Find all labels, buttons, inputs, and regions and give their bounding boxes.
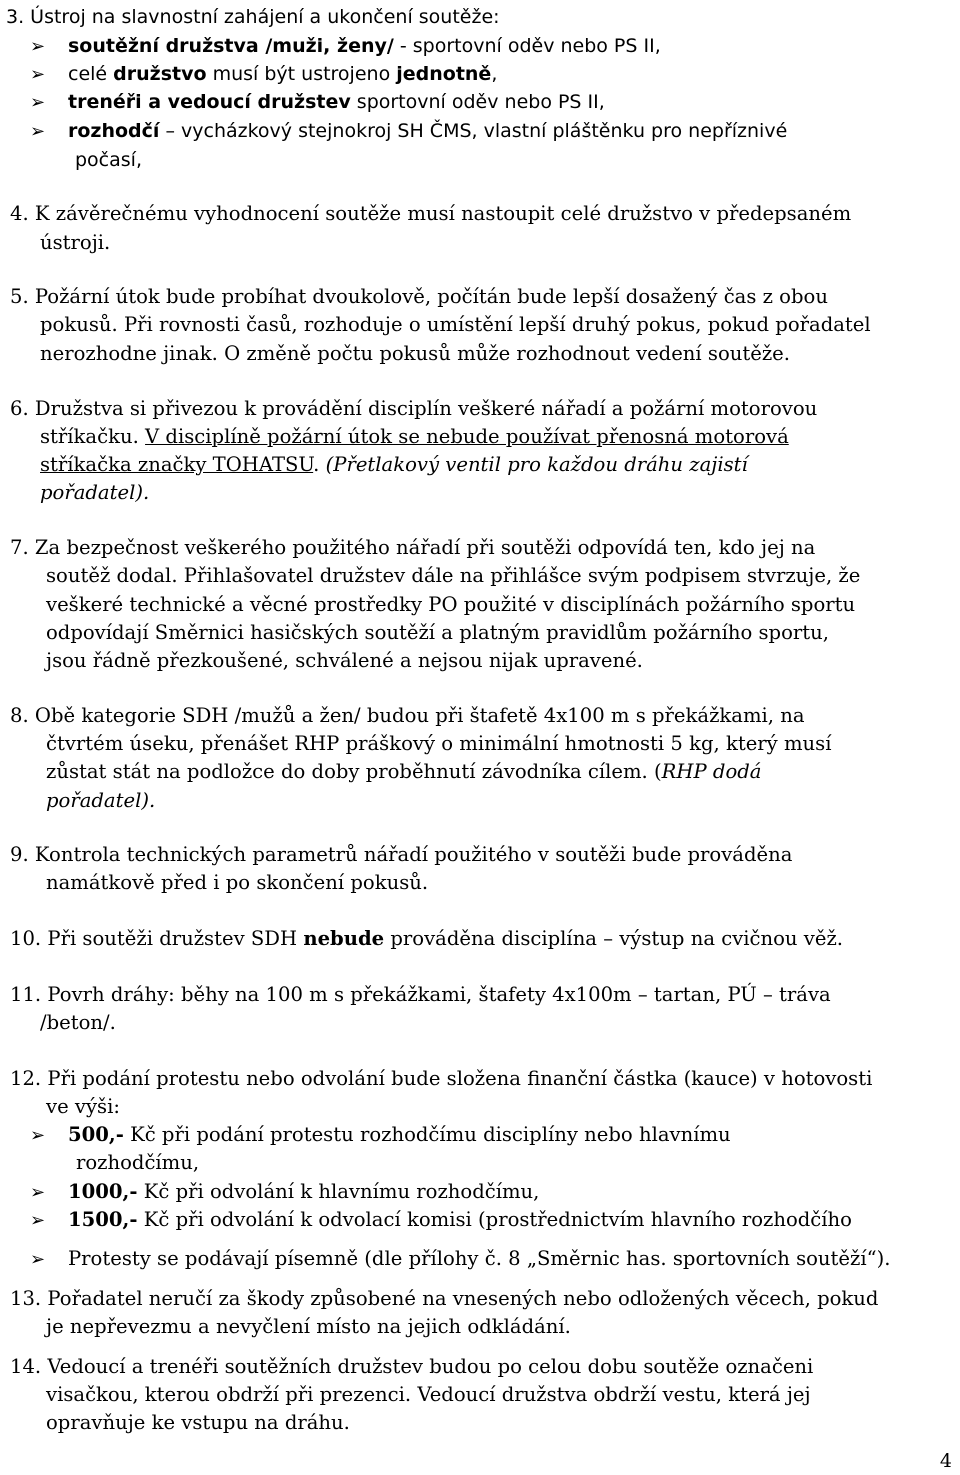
item-3-bullet-1: ➢ soutěžní družstva /muži, ženy/ - sportovní oděv nebo PS II, <box>30 31 661 62</box>
item-8-line-2: čtvrtém úseku, přenášet RHP práškový o minimální hmotnosti 5 kg, který musí <box>46 732 832 755</box>
item-8-line-4: pořadatel). <box>46 789 156 812</box>
item-8-line-3: zůstat stát na podložce do doby proběhnutí závodníka cílem. (RHP dodá <box>46 760 762 783</box>
item-6-line-2: stříkačku. V disciplíně požární útok se nebude používat přenosná motorová <box>40 425 789 448</box>
arrow-bullet-icon: ➢ <box>30 1249 46 1270</box>
item-6-line-4: pořadatel). <box>40 481 150 504</box>
item-3-bullet-2: ➢ celé družstvo musí být ustrojeno jednotně, <box>30 59 497 90</box>
item-9-line-2: namátkově před i po skončení pokusů. <box>46 871 429 894</box>
item-11-line-1: 11. Povrh dráhy: běhy na 100 m s překážkami, štafety 4x100m – tartan, PÚ – tráva <box>10 983 831 1006</box>
item-8-line-1: 8. Obě kategorie SDH /mužů a žen/ budou při štafetě 4x100 m s překážkami, na <box>10 704 805 727</box>
item-3-bullet-3: ➢ trenéři a vedoucí družstev sportovní oděv nebo PS II, <box>30 87 605 118</box>
item-14-line-3: opravňuje ke vstupu na dráhu. <box>46 1411 350 1434</box>
item-7-line-3: veškeré technické a věcné prostředky PO použité v disciplínách požárního sportu <box>46 593 856 616</box>
item-7-line-5: jsou řádně přezkoušené, schválené a nejsou nijak upravené. <box>46 649 643 672</box>
item-12-line-1: 12. Při podání protestu nebo odvolání bude složena finanční částka (kauce) v hotovosti <box>10 1067 873 1090</box>
item-3-bullet-4: ➢ rozhodčí – vycházkový stejnokroj SH ČMS, vlastní pláštěnku pro nepříznivé <box>30 116 787 147</box>
item-13-line-1: 13. Pořadatel neručí za škody způsobené na vnesených nebo odložených věcech, pokud <box>10 1287 879 1310</box>
item-4-line-1: 4. K závěrečnému vyhodnocení soutěže musí nastoupit celé družstvo v předepsaném <box>10 202 852 225</box>
page-number: 4 <box>939 1450 952 1472</box>
arrow-bullet-icon: ➢ <box>30 1182 46 1203</box>
item-5-line-2: pokusů. Při rovnosti časů, rozhoduje o umístění lepší druhý pokus, pokud pořadatel <box>40 313 871 336</box>
arrow-bullet-icon: ➢ <box>30 1210 46 1231</box>
item-4-line-2: ústroji. <box>40 231 111 254</box>
item-6-line-1: 6. Družstva si přivezou k provádění disciplín veškeré nářadí a požární motorovou <box>10 397 818 420</box>
item-12-line-2: ve výši: <box>46 1095 120 1118</box>
item-14-line-1: 14. Vedoucí a trenéři soutěžních družstev budou po celou dobu soutěže označeni <box>10 1355 814 1378</box>
arrow-bullet-icon: ➢ <box>30 92 46 113</box>
item-13-line-2: je nepřevezmu a nevyčlení místo na jejich odkládání. <box>46 1315 571 1338</box>
item-7-line-1: 7. Za bezpečnost veškerého použitého nářadí při soutěži odpovídá ten, kdo jej na <box>10 536 816 559</box>
arrow-bullet-icon: ➢ <box>30 64 46 85</box>
item-3-heading: 3. Ústroj na slavnostní zahájení a ukončení soutěže: <box>6 6 500 28</box>
item-12-bullet-1-cont: rozhodčímu, <box>76 1151 200 1174</box>
item-7-line-2: soutěž dodal. Přihlašovatel družstev dále na přihlášce svým podpisem stvrzuje, že <box>46 564 861 587</box>
item-12-bullet-2: ➢ 1000,- Kč při odvolání k hlavnímu rozhodčímu, <box>30 1177 539 1208</box>
item-9-line-1: 9. Kontrola technických parametrů nářadí použitého v soutěži bude prováděna <box>10 843 793 866</box>
arrow-bullet-icon: ➢ <box>30 36 46 57</box>
item-12-bullet-3: ➢ 1500,- Kč při odvolání k odvolací komisi (prostřednictvím hlavního rozhodčího <box>30 1205 852 1236</box>
item-3-bullet-4-cont: počasí, <box>75 149 142 171</box>
item-5-line-3: nerozhodne jinak. O změně počtu pokusů může rozhodnout vedení soutěže. <box>40 342 791 365</box>
item-11-line-2: /beton/. <box>40 1011 116 1034</box>
arrow-bullet-icon: ➢ <box>30 121 46 142</box>
item-7-line-4: odpovídají Směrnici hasičských soutěží a platným pravidlům požárního sportu, <box>46 621 829 644</box>
item-12-bullet-1: ➢ 500,- Kč při podání protestu rozhodčímu disciplíny nebo hlavnímu <box>30 1120 731 1151</box>
item-12-bullet-4: ➢ Protesty se podávají písemně (dle přílohy č. 8 „Směrnic has. sportovních soutěží“). <box>30 1244 891 1275</box>
item-10-line-1: 10. Při soutěži družstev SDH nebude prováděna disciplína – výstup na cvičnou věž. <box>10 927 843 950</box>
item-5-line-1: 5. Požární útok bude probíhat dvoukolově, počítán bude lepší dosažený čas z obou <box>10 285 828 308</box>
item-14-line-2: visačkou, kterou obdrží při prezenci. Vedoucí družstva obdrží vestu, která jej <box>46 1383 811 1406</box>
item-6-line-3: stříkačka značky TOHATSU. (Přetlakový ventil pro každou dráhu zajistí <box>40 453 748 476</box>
arrow-bullet-icon: ➢ <box>30 1125 46 1146</box>
